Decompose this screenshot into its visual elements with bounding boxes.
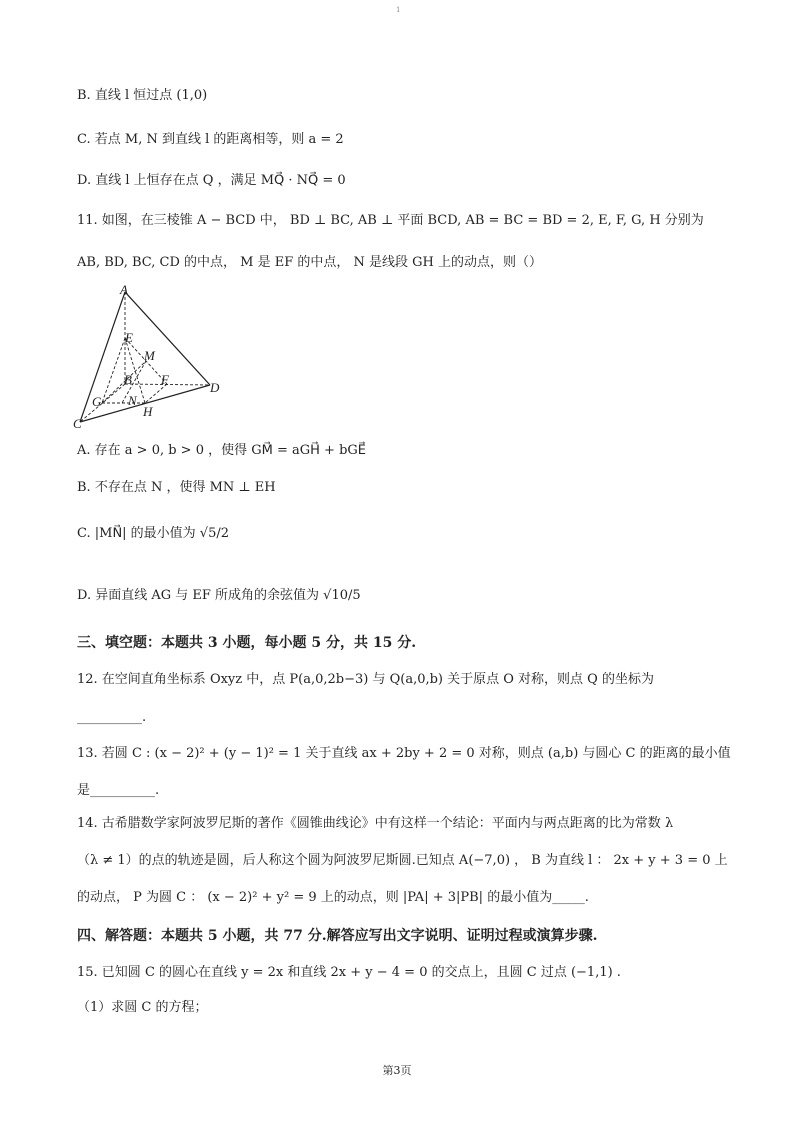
text-line-q14-line1: 14. 古希腊数学家阿波罗尼斯的著作《圆锥曲线论》中有这样一个结论：平面内与两点距离的比为常数 λ — [77, 816, 674, 831]
label-A: A — [120, 282, 128, 297]
text-line-q13-line2: 是__________. — [77, 783, 160, 798]
label-E: E — [125, 330, 133, 345]
text-line-opt-d-11: D. 异面直线 AG 与 EF 所成角的余弦值为 √10/5 — [77, 588, 361, 603]
tetrahedron-figure — [72, 282, 232, 432]
text-line-section-4: 四、解答题：本题共 5 小题，共 77 分.解答应写出文字说明、证明过程或演算步骤. — [77, 928, 598, 944]
label-M: M — [144, 348, 155, 363]
label-C: C — [73, 416, 82, 431]
text-line-opt-a-11: A. 存在 a > 0, b > 0 ，使得 GM⃗ = aGH⃗ + bGE⃗ — [77, 443, 366, 458]
text-line-q15-line1: 15. 已知圆 C 的圆心在直线 y = 2x 和直线 2x + y − 4 = 0 的交点上，且圆 C 过点 (−1,1) . — [77, 965, 621, 980]
text-line-opt-d-10: D. 直线 l 上恒存在点 Q ，满足 MQ⃗ · NQ⃗ = 0 — [77, 173, 346, 188]
text-line-q13-line1: 13. 若圆 C : (x − 2)² + (y − 1)² = 1 关于直线 ax + 2by + 2 = 0 对称，则点 (a,b) 与圆心 C 的距离的最小值 — [77, 746, 731, 761]
text-line-q15-part1: （1）求圆 C 的方程； — [77, 1000, 208, 1015]
text-line-opt-b-10: B. 直线 l 恒过点 (1,0) — [77, 88, 208, 103]
label-B: B — [124, 372, 132, 387]
text-line-q14-line2: （λ ≠ 1）的点的轨迹是圆，后人称这个圆为阿波罗尼斯圆.已知点 A(−7,0) ， B 为直线 l ： 2x + y + 3 = 0 上 — [77, 853, 728, 868]
text-line-q12-line1: 12. 在空间直角坐标系 Oxyz 中，点 P(a,0,2b−3) 与 Q(a,0,b) 关于原点 O 对称，则点 Q 的坐标为 — [77, 672, 654, 687]
text-line-q14-line3: 的动点， P 为圆 C ： (x − 2)² + y² = 9 上的动点，则 |PA| + 3|PB| 的最小值为_____. — [77, 890, 589, 905]
text-line-opt-c-11: C. |MN⃗| 的最小值为 √5/2 — [77, 526, 230, 541]
page-mark: 1 — [396, 6, 401, 14]
label-G: G — [92, 394, 102, 409]
label-H: H — [143, 404, 153, 419]
text-line-q12-line2: __________. — [77, 710, 147, 725]
text-line-q11-line2: AB, BD, BC, CD 的中点， M 是 EF 的中点， N 是线段 GH 上的动点，则（） — [77, 255, 543, 270]
label-N: N — [128, 393, 137, 408]
text-line-section-3: 三、填空题：本题共 3 小题，每小题 5 分，共 15 分. — [77, 635, 417, 651]
page-footer: 第3页 — [382, 1064, 412, 1077]
label-D: D — [210, 380, 220, 395]
label-F: F — [161, 372, 169, 387]
text-line-opt-b-11: B. 不存在点 N ，使得 MN ⊥ EH — [77, 480, 276, 495]
text-line-opt-c-10: C. 若点 M, N 到直线 l 的距离相等，则 a = 2 — [77, 132, 344, 147]
text-line-q11-line1: 11. 如图，在三棱锥 A − BCD 中， BD ⊥ BC, AB ⊥ 平面 BCD, AB = BC = BD = 2, E, F, G, H 分别为 — [77, 213, 704, 228]
